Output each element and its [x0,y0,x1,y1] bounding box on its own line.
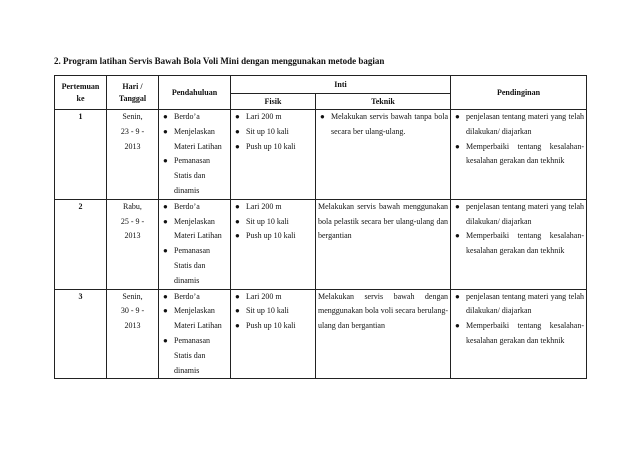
list-item: ● Pemanasan Statis dan dinamis [163,335,210,375]
list-item: ● Berdo’a [161,200,228,215]
cell-pertemuan: 3 [55,289,107,379]
list-item: ● Push up 10 kali [233,319,313,334]
bullet-icon: ● [163,335,168,345]
list-item: ● penjelasan tentang materi yang telah dilakukan/ diajarkan [455,201,585,226]
table-header-row [55,76,587,94]
cell-teknik: Melakukan servis bawah dengan menggunakan bola voli secara berulang-ulang dan bergantian [316,289,451,379]
day-label: Senin, [122,291,143,301]
cell-fisik [231,289,316,379]
bullet-icon: ● [455,321,460,331]
cell-pendahuluan [159,289,231,379]
header-pendinginan: Pendinginan [451,76,587,110]
list-item: ● Lari 200 m [233,290,313,305]
cell-pendinginan [451,289,587,379]
bullet-icon: ● [163,246,168,256]
cell-hari-tanggal [107,289,159,379]
list-item: ● Lari 200 m [233,110,313,125]
cell-fisik [231,110,316,200]
bullet-icon: ● [235,141,240,151]
bullet-icon: ● [320,112,325,121]
list-item: ● Memperbaiki tentang kesalahan-kesalahan gerakan dan tekhnik [455,321,585,345]
year-label: 2013 [124,231,141,241]
day-label: Senin, [122,112,143,121]
header-hari-tanggal: Hari / Tanggal [107,76,159,110]
date-label: 25 - 9 - [120,216,145,226]
bullet-icon: ● [163,306,168,316]
bullet-icon: ● [163,156,168,166]
header-inti: Inti [231,76,451,94]
list-item: ● Pemanasan Statis dan dinamis [163,246,210,285]
bullet-icon: ● [163,126,168,136]
year-label: 2013 [124,141,141,151]
list-item: ● Lari 200 m [233,200,313,215]
cell-teknik: Melakukan servis bawah menggunakan bola pelastik secara ber ulang-ulang dan bergantian [316,199,451,289]
cell-fisik [231,199,316,289]
list-item: ● Menjelaskan Materi Latihan [163,306,222,331]
list-item: ● Menjelaskan Materi Latihan [163,216,222,241]
bullet-icon: ● [455,112,460,121]
cell-pendinginan [451,199,587,289]
cell-teknik [316,110,451,200]
list-item: ● Melakukan servis bawah tanpa bola secara ber ulang-ulang. [320,112,449,136]
bullet-icon: ● [455,201,460,211]
list-item: ● Berdo’a [161,290,228,305]
list-item: ● Sit up 10 kali [233,125,313,140]
bullet-icon: ● [235,231,240,241]
table-row [55,199,587,289]
date-label: 23 - 9 - [120,126,145,136]
list-item: ● Pemanasan Statis dan dinamis [163,156,210,195]
bullet-icon: ● [235,306,240,316]
list-item: ● penjelasan tentang materi yang telah dilakukan/ diajarkan [455,112,585,136]
bullet-icon: ● [455,141,460,151]
cell-pendinginan [451,110,587,200]
bullet-icon: ● [235,126,240,136]
header-pertemuan: Pertemuan ke [55,76,107,110]
cell-pertemuan: 2 [55,199,107,289]
date-label: 30 - 9 - [120,306,145,316]
list-item: ● Push up 10 kali [233,229,313,244]
bullet-icon: ● [163,216,168,226]
header-teknik: Teknik [316,94,451,110]
bullet-icon: ● [235,291,240,301]
header-pendahuluan: Pendahuluan [159,76,231,110]
bullet-icon: ● [163,112,168,121]
bullet-icon: ● [455,231,460,241]
bullet-icon: ● [235,216,240,226]
document-heading: 2. Program latihan Servis Bawah Bola Voli Mini dengan menggunakan metode bagian [54,56,385,66]
bullet-icon: ● [163,291,168,301]
bullet-icon: ● [235,112,240,121]
header-fisik: Fisik [231,94,316,110]
table-row [55,110,587,200]
list-item: ● Menjelaskan Materi Latihan [163,126,222,151]
cell-hari-tanggal [107,199,159,289]
list-item: ● Memperbaiki tentang kesalahan-kesalahan gerakan dan tekhnik [455,231,585,256]
year-label: 2013 [124,321,141,331]
list-item: ● Berdo’a [161,110,228,125]
training-program-table [54,75,587,379]
list-item: ● Memperbaiki tentang kesalahan-kesalahan gerakan dan tekhnik [455,141,585,166]
bullet-icon: ● [163,201,168,211]
table-row [55,289,587,379]
list-item: ● Push up 10 kali [233,140,313,155]
bullet-icon: ● [455,291,460,301]
cell-hari-tanggal [107,110,159,200]
list-item: ● Sit up 10 kali [233,304,313,319]
bullet-icon: ● [235,201,240,211]
day-label: Rabu, [123,201,142,211]
cell-pendahuluan [159,199,231,289]
list-item: ● penjelasan tentang materi yang telah dilakukan/ diajarkan [455,291,585,316]
bullet-icon: ● [235,321,240,331]
cell-pendahuluan [159,110,231,200]
cell-pertemuan: 1 [55,110,107,200]
list-item: ● Sit up 10 kali [233,215,313,230]
